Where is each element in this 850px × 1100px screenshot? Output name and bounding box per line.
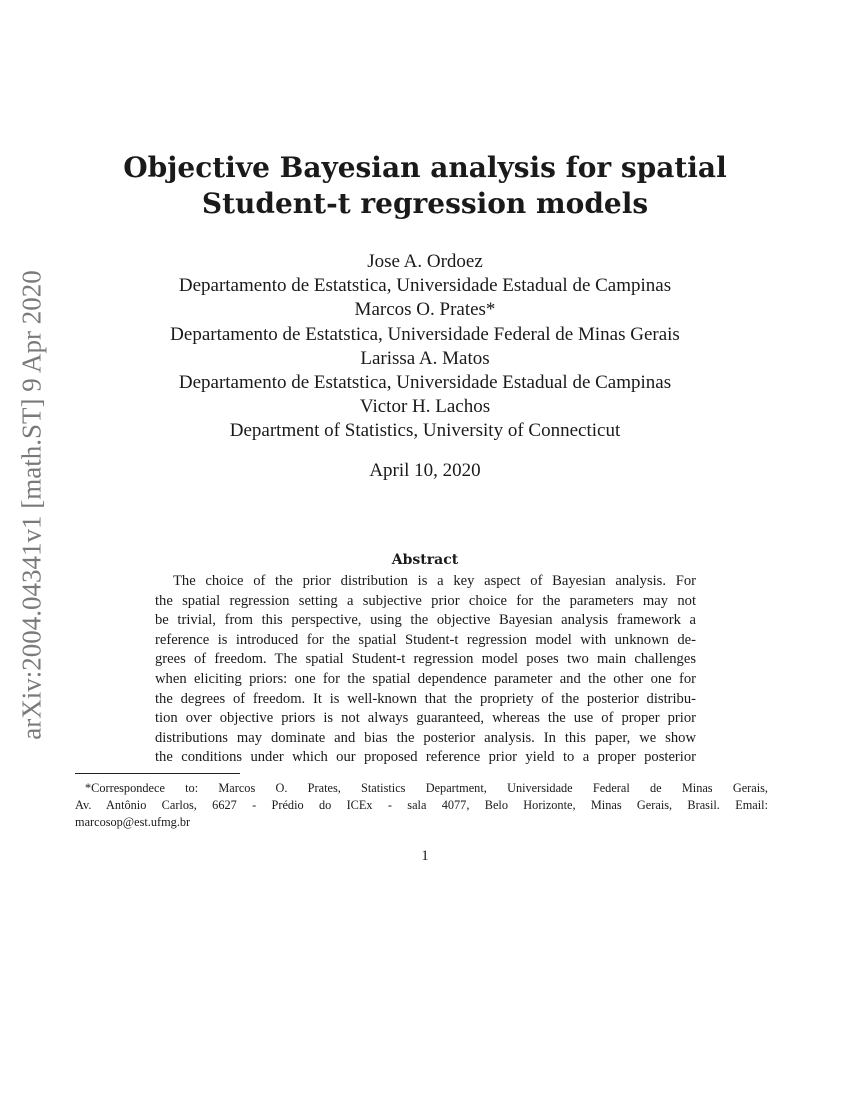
abstract-line: tion over objective priors is not always guaranteed, whereas the use of proper prior [155, 710, 696, 727]
author-affiliation: Departamento de Estatstica, Universidade Federal de Minas Gerais [170, 323, 680, 345]
footnote-rule [75, 773, 240, 774]
page-number: 1 [421, 848, 429, 864]
author-affiliation: Department of Statistics, University of Connecticut [229, 420, 621, 442]
footnote [75, 780, 768, 831]
author-name: Jose A. Ordoez [367, 251, 483, 272]
abstract-heading: Abstract [391, 552, 459, 568]
author-name: Marcos O. Prates* [354, 299, 496, 321]
paper-date: April 10, 2020 [369, 460, 481, 481]
title-line: Objective Bayesian analysis for spatial [123, 151, 727, 184]
abstract-line: the spatial regression setting a subjective prior choice for the parameters may not [155, 592, 696, 609]
title-line: Student-t regression models [201, 187, 649, 220]
footnote-line: marcosop@est.ufmg.br [75, 815, 191, 829]
abstract-line: grees of freedom. The spatial Student-t regression model poses two main challenges [155, 651, 696, 668]
arxiv-stamp: arXiv:2004.04341v1 [math.ST] 9 Apr 2020 [16, 270, 47, 740]
author-affiliation: Departamento de Estatstica, Universidade Estadual de Campinas [178, 372, 672, 394]
footnote-line: Av. Antônio Carlos, 6627 - Prédio do ICEx - sala 4077, Belo Horizonte, Minas Gerais, Brasil. Email: [75, 798, 768, 812]
paper-title [0, 150, 850, 222]
author-name: Larissa A. Matos [360, 347, 490, 369]
footnote-line: *Correspondece to: Marcos O. Prates, Statistics Department, Universidade Federal de Minas Gerais, [85, 781, 768, 795]
author-name: Victor H. Lachos [359, 396, 491, 418]
abstract-line: be trivial, from this perspective, using the objective Bayesian analysis framework a [155, 612, 696, 629]
abstract-line: the degrees of freedom. It is well-known that the propriety of the posterior distribu- [155, 690, 696, 707]
abstract-line: the conditions under which our proposed reference prior yield to a proper posterior [155, 749, 696, 766]
abstract-body [155, 572, 696, 768]
abstract-line: reference is introduced for the spatial Student-t regression model with unknown de- [155, 631, 696, 648]
author-affiliation: Departamento de Estatstica, Universidade Estadual de Campinas [178, 275, 672, 297]
author-block [0, 250, 850, 444]
abstract-line: distributions may dominate and bias the posterior analysis. In this paper, we show [155, 729, 696, 746]
abstract-line: The choice of the prior distribution is a key aspect of Bayesian analysis. For [173, 573, 696, 589]
abstract-line: when eliciting priors: one for the spatial dependence parameter and the other one for [155, 670, 696, 687]
